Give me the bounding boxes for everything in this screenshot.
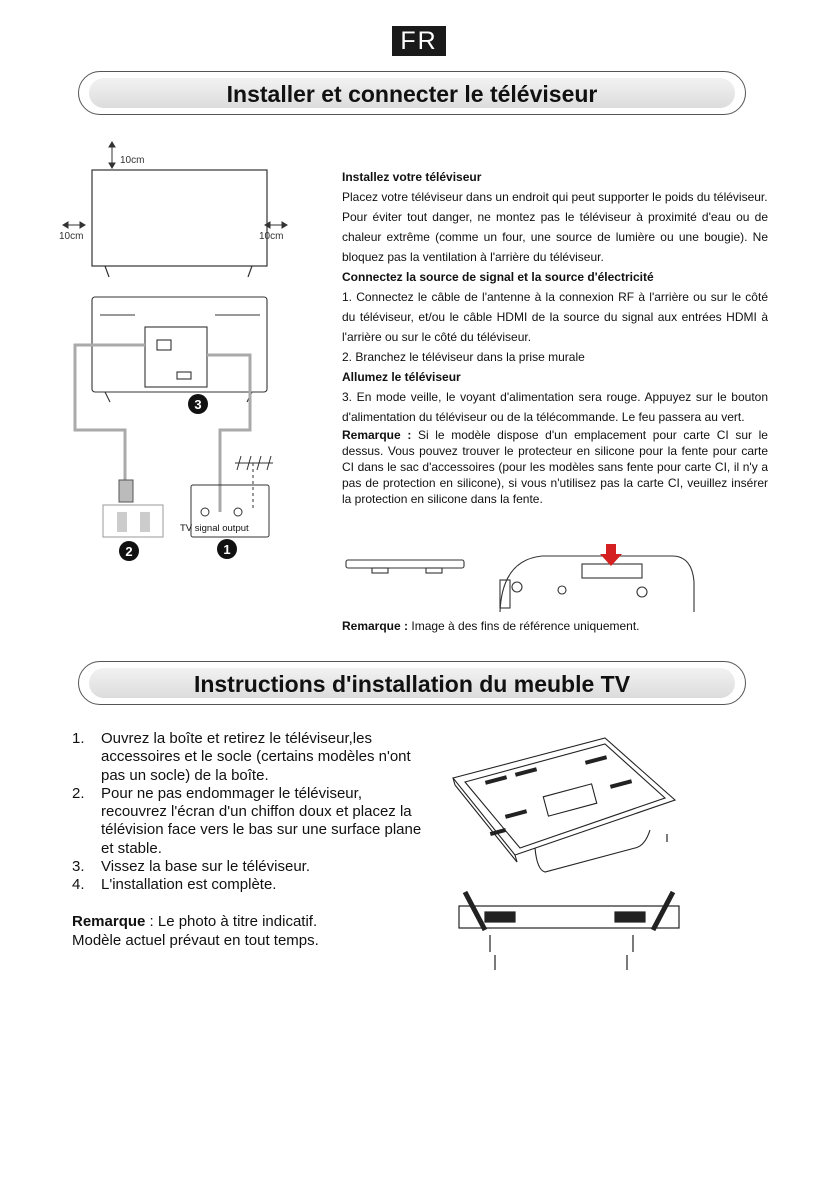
stand-steps xyxy=(72,730,422,895)
step-number: 2. xyxy=(72,784,85,802)
remark-label: Remarque : xyxy=(342,428,412,442)
section-banner-stand xyxy=(78,661,746,705)
section-title-stand: Instructions d'installation du meuble TV xyxy=(193,671,631,697)
step-number: 4. xyxy=(72,876,85,894)
ci-slot-illustration xyxy=(342,542,768,614)
insert-arrow xyxy=(600,544,622,566)
section-title-install: Installer et connecter le téléviseur xyxy=(226,81,598,107)
power-plug xyxy=(103,480,163,537)
note-label: Remarque : xyxy=(342,619,409,633)
section-banner-install xyxy=(78,71,746,115)
image-reference-note xyxy=(342,619,640,633)
stand-remark-line2: Modèle actuel prévaut en tout temps. xyxy=(72,932,319,949)
remark-text: Si le modèle dispose d'un emplacement pour carte CI sur le dessus. Vous pouvez trouver le protecteur en silicone pour la fente pour carte CI dans le sac d'accessoires (pour les modèles sans fente pour carte CI, il n'y a pas de protection en silicone), si vous n'utilisez pas la carte CI, veuillez insérer la protection en silicone dans la fente. xyxy=(342,428,768,506)
heading-connect: Connectez la source de signal et la source d'électricité xyxy=(342,270,654,284)
step-item xyxy=(72,876,422,894)
step-text: Vissez la base sur le téléviseur. xyxy=(101,858,310,876)
stand-remark-label: Remarque xyxy=(72,913,146,930)
paragraph-standby: 3. En mode veille, le voyant d'alimentation sera rouge. Appuyez sur le bouton d'alimentation du téléviseur ou de la télécommande. Le feu passera au vert. xyxy=(342,390,768,424)
step-item xyxy=(72,785,422,858)
tv-back-illustration xyxy=(92,297,267,402)
step-text: L'installation est complète. xyxy=(101,876,277,894)
silicone-protector xyxy=(346,560,464,568)
step-text: Ouvrez la boîte et retirez le téléviseur,les accessoires et le socle (certains modèles n'ont pas un socle) de la boîte. xyxy=(101,730,411,784)
step-item xyxy=(72,730,422,785)
stand-remark xyxy=(72,912,319,950)
clearance-right-label: 10cm xyxy=(259,231,284,242)
tv-signal-output-label: TV signal output xyxy=(180,523,249,534)
callout-2: 2 xyxy=(125,544,133,559)
clearance-top-label: 10cm xyxy=(120,155,145,166)
clearance-arrows xyxy=(63,142,287,228)
install-text-block xyxy=(342,167,768,507)
stand-remark-text: : Le photo à titre indicatif. xyxy=(145,913,318,930)
step-number: 1. xyxy=(72,730,85,747)
paragraph-weight: Placez votre téléviseur dans un endroit qui peut supporter le poids du téléviseur. xyxy=(342,190,768,204)
tv-perspective xyxy=(453,738,675,872)
heading-install-tv: Installez votre téléviseur xyxy=(342,170,482,184)
paragraph-danger: Pour éviter tout danger, ne montez pas le téléviseur à proximité d'eau ou de chaleur extrême (comme un four, une source de lumière ou une bougie). Ne bloquez pas la ventilation à l'arrière du téléviseur. xyxy=(342,210,768,264)
callout-3: 3 xyxy=(194,397,202,412)
note-text: Image à des fins de référence uniquement. xyxy=(408,619,640,633)
paragraph-ci-remark xyxy=(342,427,768,507)
paragraph-antenna: 1. Connectez le câble de l'antenne à la connexion RF à l'arrière ou sur le côté du téléviseur, et/ou le câble HDMI de la source du signal aux entrées HDMI à l'arrière ou sur le côté du téléviseur. xyxy=(342,290,768,344)
paragraph-wall-socket: 2. Branchez le téléviseur dans la prise murale xyxy=(342,350,585,364)
tv-front-illustration xyxy=(92,170,267,277)
step-item xyxy=(72,858,422,876)
heading-power-on: Allumez le téléviseur xyxy=(342,370,461,384)
step-text: Pour ne pas endommager le téléviseur, recouvrez l'écran d'un chiffon doux et placez la télévision face vers le bas sur une surface plane et stable. xyxy=(101,784,422,857)
step-number: 3. xyxy=(72,858,85,876)
vent-slots xyxy=(485,755,632,836)
installation-diagram xyxy=(45,140,330,570)
tv-bottom-view xyxy=(459,892,679,930)
language-badge: FR xyxy=(392,26,446,56)
callout-1: 1 xyxy=(223,542,231,557)
clearance-left-label: 10cm xyxy=(59,231,84,242)
stand-illustration xyxy=(445,730,690,980)
cables xyxy=(75,345,250,512)
